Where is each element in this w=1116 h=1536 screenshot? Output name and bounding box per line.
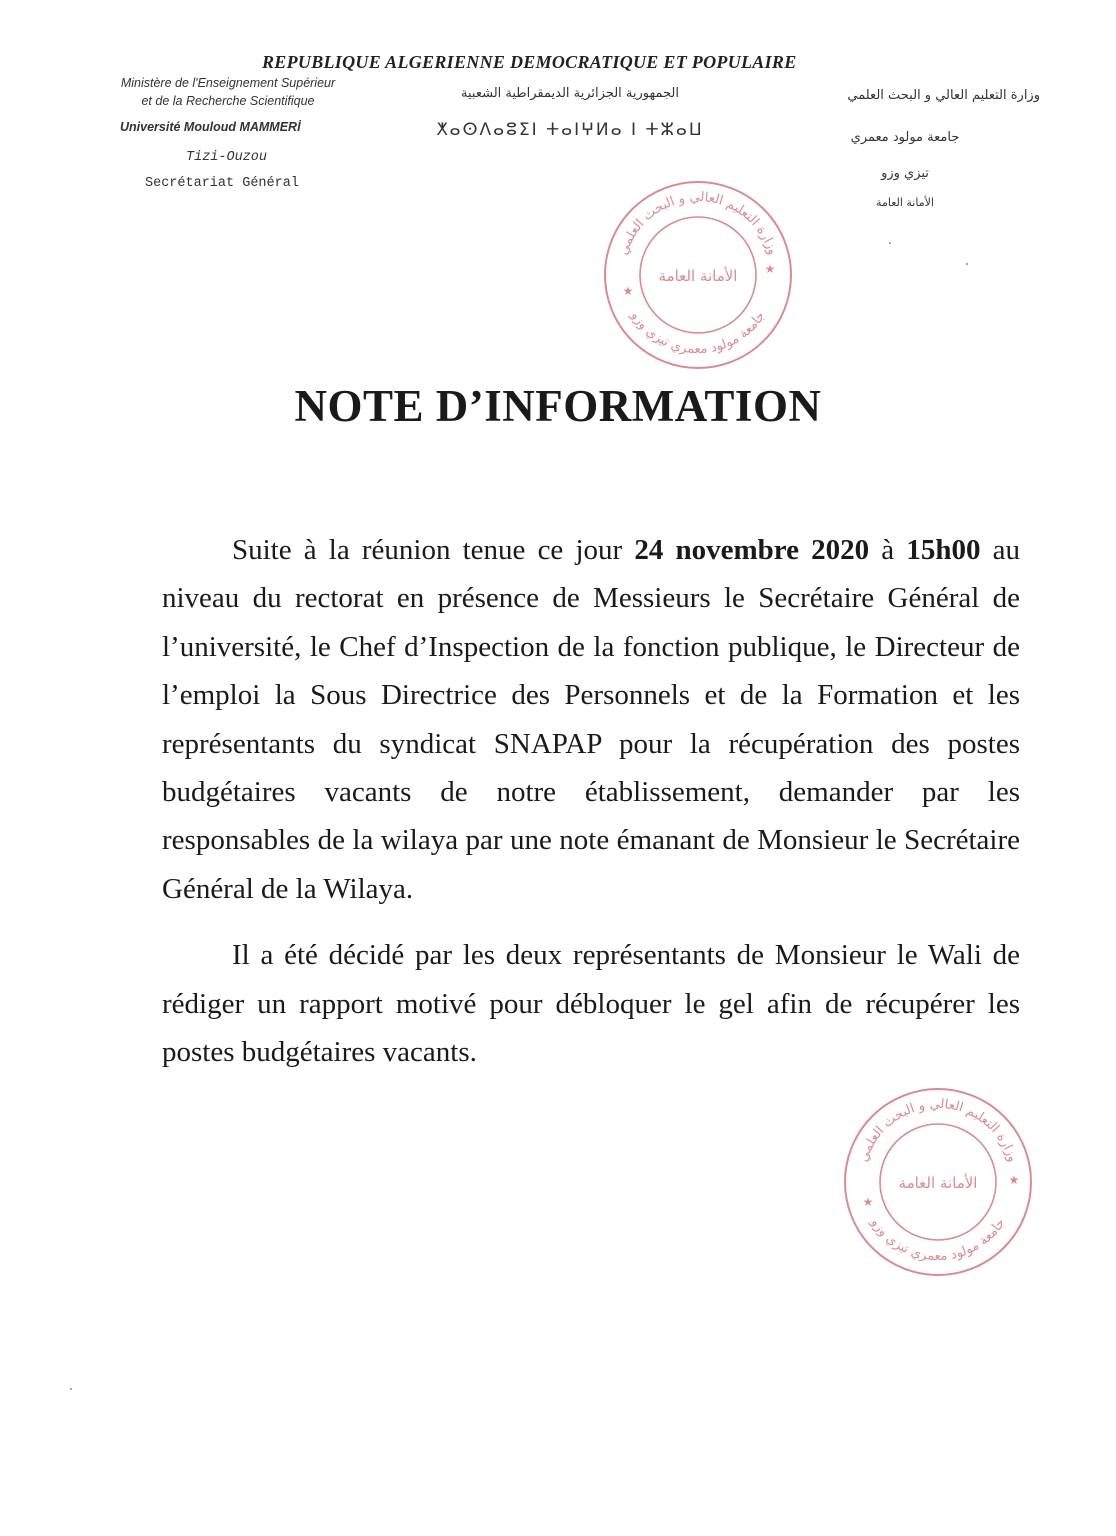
paragraph-2: Il a été décidé par les deux représentants de Monsieur le Wali de rédiger un rapport motivé pour débloquer le gel afin de récupérer les postes budgétaires vacants. <box>162 939 1020 1069</box>
stamp-center-text: الأمانة العامة <box>658 267 738 285</box>
scan-speck <box>70 1388 72 1390</box>
stamp-bottom-text: جامعة مولود معمري تيزي وزو <box>867 1215 1009 1265</box>
stamp-star-right-icon: ★ <box>764 262 776 276</box>
stamp-center-text: الأمانة العامة <box>898 1174 978 1192</box>
meeting-time: 15h00 <box>906 534 981 566</box>
paragraph-1-text-c: au niveau du rectorat en présence de Messieurs le Secrétaire Général de l’université, le Chef d’Inspection de la fonction publique, le Directeur de l’emploi la Sous Directrice des Personnels et de la Formation et les représentants du syndicat SNAPAP pour la récupération des postes budgétaires vacants de notre établissement, demander par les responsables de la wilaya par une note émanant de Monsieur le Secrétaire Général de la Wilaya. <box>162 534 1020 905</box>
document-body <box>162 526 1020 1076</box>
meeting-date: 24 novembre 2020 <box>634 534 870 566</box>
paragraph-1-text-a: Suite à la réunion tenue ce jour <box>232 534 635 566</box>
ministry-fr <box>90 74 366 110</box>
paragraph-1-text-b: à <box>869 534 907 566</box>
stamp-bottom-text: جامعة مولود معمري تيزي وزو <box>627 308 769 358</box>
ministry-ar: وزارة التعليم العالي و البحث العلمي <box>847 88 1040 103</box>
paragraph-1 <box>162 526 1020 913</box>
republic-heading: REPUBLIQUE ALGERIENNE DEMOCRATIQUE ET POPULAIRE <box>262 52 797 72</box>
ministry-fr-line2: et de la Recherche Scientifique <box>141 94 315 108</box>
stamp-star-left-icon: ★ <box>622 284 634 298</box>
secretariat-ar: الأمانة العامة <box>876 196 934 209</box>
official-stamp-top <box>598 175 798 375</box>
official-stamp-bottom <box>838 1082 1038 1282</box>
page-title: NOTE D’INFORMATION <box>294 381 822 431</box>
secretariat-fr: Secrétariat Général <box>145 176 299 191</box>
stamp-star-right-icon: ★ <box>1008 1173 1020 1187</box>
university-fr: Université Mouloud MAMMERİ <box>120 120 301 134</box>
republic-ar: الجمهورية الجزائرية الديمقراطية الشعبية <box>461 86 679 101</box>
stamp-outer-text: وزارة التعليم العالي و البحث العلمي <box>616 189 780 257</box>
scan-speck <box>966 263 968 265</box>
city-fr: Tizi-Ouzou <box>186 150 268 165</box>
scan-speck <box>889 242 891 244</box>
stamp-star-left-icon: ★ <box>862 1195 874 1209</box>
stamp-outer-text: وزارة التعليم العالي و البحث العلمي <box>856 1096 1020 1164</box>
ministry-fr-line1: Ministère de l'Enseignement Supérieur <box>120 76 336 90</box>
republic-tifinagh: ⵅⴰⵙⴷⴰⵓⵉⵏ ⵜⴰⵏⵖⵍⴰ ⵏ ⵜⵣⴰⵡ <box>436 120 704 140</box>
city-ar: تيزي وزو <box>881 166 929 181</box>
university-ar: جامعة مولود معمري <box>850 130 960 145</box>
